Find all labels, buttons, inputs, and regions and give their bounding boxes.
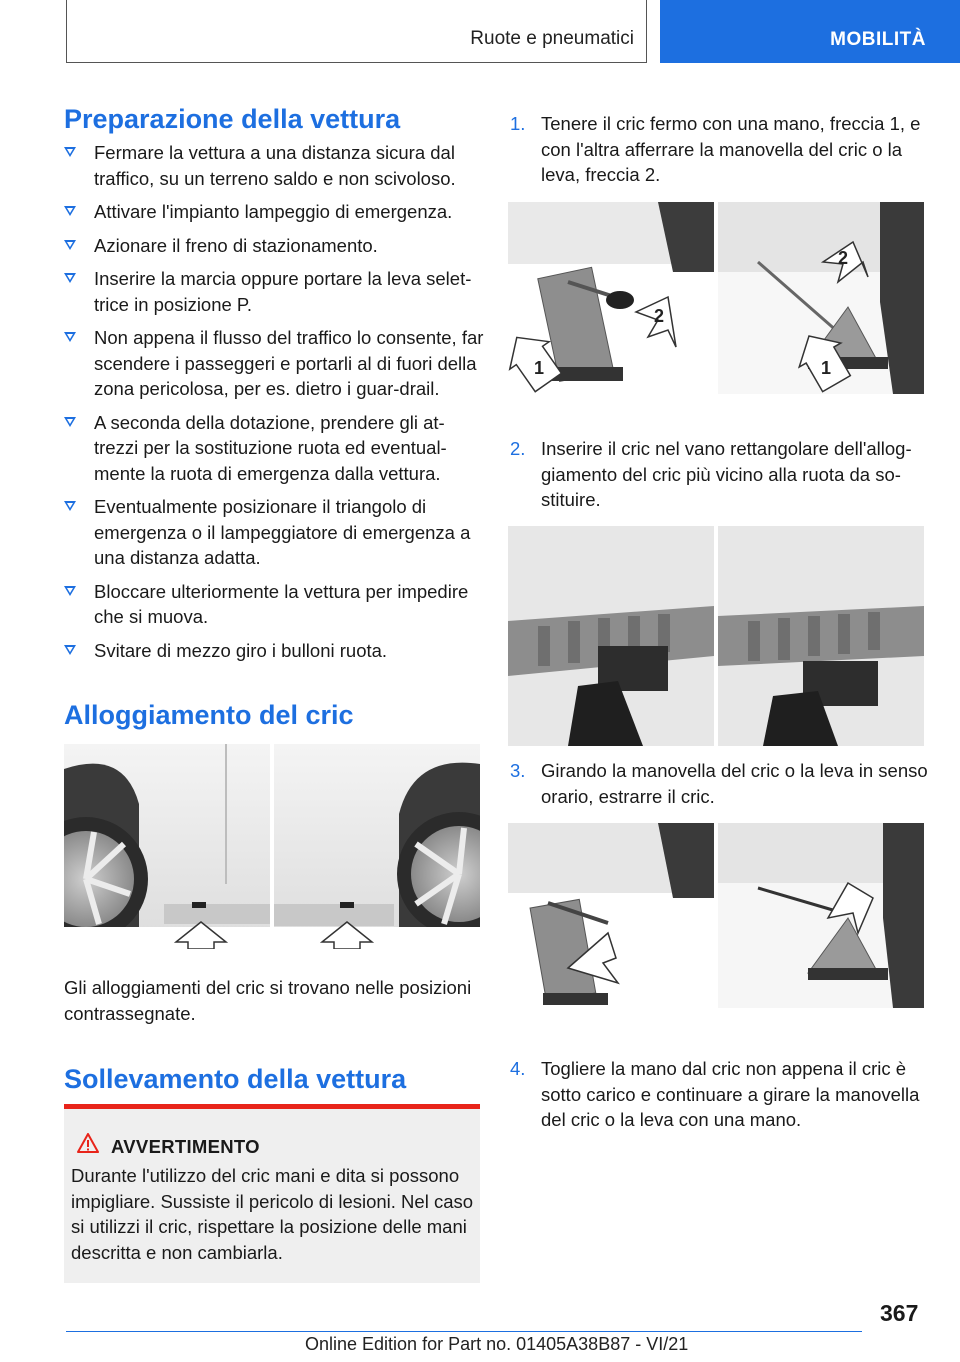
preparation-list [64,140,484,671]
triangle-bullet-icon [64,147,76,157]
heading-preparation: Preparazione della vettura [64,104,401,134]
arrow-label: 2 [838,248,849,268]
footer-divider [66,1331,862,1332]
list-item: Svitare di mezzo giro i bulloni ruota. [64,638,484,664]
jack-point-image [64,744,480,949]
list-item: Non appena il flusso del traffico lo consente, far scendere i passeggeri e portarli al di fuori della zona pericolosa, per es. dietro i guar-drail. [64,325,484,402]
edition-note: Online Edition for Part no. 01405A38B87 - VI/21 [305,1334,689,1354]
step-number: 4. [510,1058,526,1079]
step-text: Togliere la mano dal cric non appena il cric è sotto carico e continuare a girare la manovella del cric o la leva con una mano. [541,1058,920,1130]
triangle-bullet-icon [64,501,76,511]
chapter-tab [660,0,960,63]
arrow-label: 2 [654,306,665,326]
list-item: Fermare la vettura a una distanza sicura dal traffico, su un terreno saldo e non scivoloso. [64,140,484,191]
list-item: Attivare l'impianto lampeggio di emergenza. [64,199,484,225]
heading-lifting: Sollevamento della vettura [64,1064,407,1094]
warning-title: AVVERTIMENTO [111,1136,260,1157]
step-text: Girando la manovella del cric o la leva in senso orario, estrarre il cric. [541,760,928,807]
list-item: Inserire la marcia oppure portare la leva selet-trice in posizione P. [64,266,484,317]
list-item: Bloccare ulteriormente la vettura per impedire che si muova. [64,579,484,630]
step-number: 2. [510,438,526,459]
warning-icon [77,1133,99,1153]
warning-text: Durante l'utilizzo del cric mani e dita si possono impigliare. Sussiste il pericolo di lesioni. Nel caso si utilizzi il cric, rispettare la posizione delle mani descritta e non cambiarla. [71,1165,474,1263]
section-title: Ruote e pneumatici [470,28,634,49]
triangle-bullet-icon [64,240,76,250]
triangle-bullet-icon [64,586,76,596]
triangle-bullet-icon [64,417,76,427]
step-text: Inserire il cric nel vano rettangolare dell'allog-giamento del cric più vicino alla ruota da so-stituire. [541,438,912,510]
jack-point-caption: Gli alloggiamenti del cric si trovano nelle posizioni contrassegnate. [64,977,472,1024]
triangle-bullet-icon [64,206,76,216]
chapter-title: MOBILITÀ [830,29,926,50]
arrow-label: 1 [534,358,545,378]
heading-jack-point: Alloggiamento del cric [64,700,354,730]
header-section-box [66,0,647,63]
arrow-label: 1 [821,358,832,378]
jack-extend-image [508,823,924,1008]
triangle-bullet-icon [64,645,76,655]
step-text: Tenere il cric fermo con una mano, freccia 1, e con l'altra afferrare la manovella del cric o la leva, freccia 2. [541,113,921,185]
list-item: Azionare il freno di stazionamento. [64,233,484,259]
triangle-bullet-icon [64,273,76,283]
jack-hold-image [508,202,924,394]
jack-insert-image [508,526,924,746]
triangle-bullet-icon [64,332,76,342]
step-number: 1. [510,113,526,134]
page-number: 367 [880,1300,919,1326]
step-number: 3. [510,760,526,781]
list-item: Eventualmente posizionare il triangolo di emergenza o il lampeggiatore di emergenza a una distanza adatta. [64,494,484,571]
warning-box [64,1104,480,1283]
list-item: A seconda della dotazione, prendere gli at-trezzi per la sostituzione ruota ed eventual-mente la ruota di emergenza dalla vettura. [64,410,484,487]
